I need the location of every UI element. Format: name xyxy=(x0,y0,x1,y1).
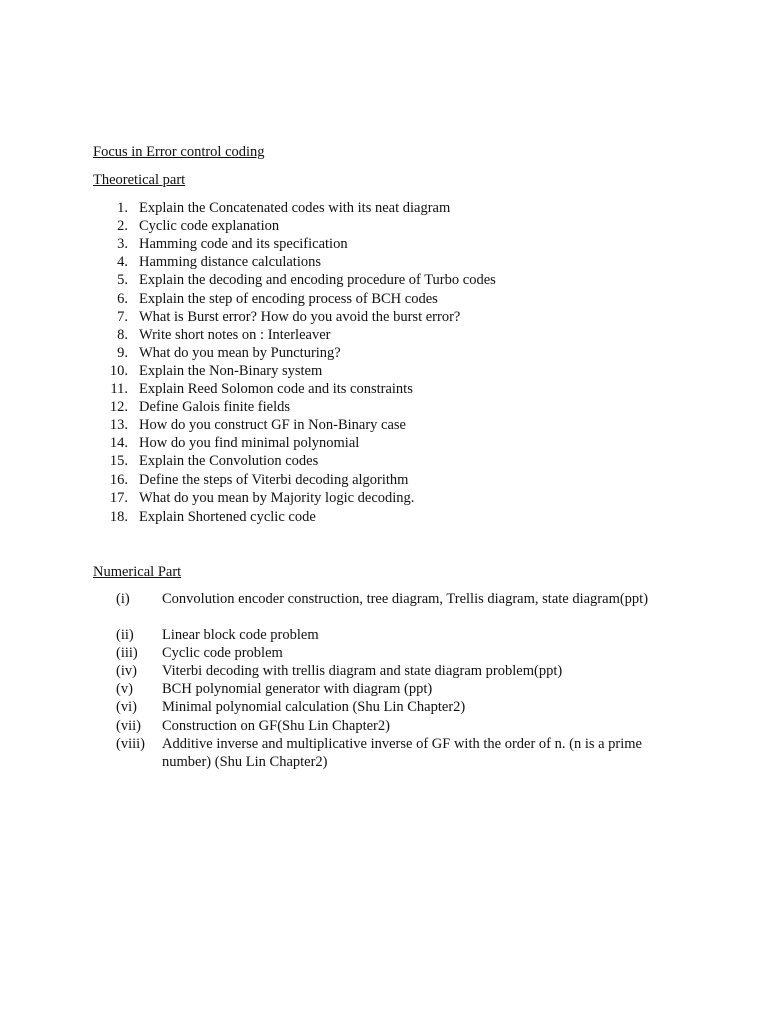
item-number: 17. xyxy=(109,489,128,506)
numerical-part-heading: Numerical Part xyxy=(93,564,182,580)
item-number: 18. xyxy=(109,508,128,525)
item-text: How do you find minimal polynomial xyxy=(139,435,360,452)
item-text: Explain the decoding and encoding procedure of Turbo codes xyxy=(139,272,496,289)
item-text: Explain Shortened cyclic code xyxy=(139,508,316,525)
item-text: Minimal polynomial calculation (Shu Lin Chapter2) xyxy=(162,699,466,716)
item-number: 3. xyxy=(117,236,128,253)
item-number: 8. xyxy=(117,326,128,343)
item-number: 2. xyxy=(117,218,128,235)
document-title: Focus in Error control coding xyxy=(93,144,265,160)
theoretical-part-heading: Theoretical part xyxy=(93,172,186,188)
item-text: What do you mean by Majority logic decoding. xyxy=(139,489,415,506)
item-number: (vii) xyxy=(116,717,141,734)
item-text: Explain Reed Solomon code and its constraints xyxy=(139,381,413,397)
item-number: 1. xyxy=(117,200,128,216)
item-number: (viii) xyxy=(116,736,145,753)
item-text: Explain the Non-Binary system xyxy=(139,362,323,379)
item-number: 7. xyxy=(117,308,128,325)
item-text: Convolution encoder construction, tree diagram, Trellis diagram, state diagram(ppt) xyxy=(162,591,649,607)
item-number: (v) xyxy=(116,681,133,698)
item-number: 9. xyxy=(117,344,128,361)
item-text: Hamming distance calculations xyxy=(139,254,322,271)
item-text: Explain the Concatenated codes with its neat diagram xyxy=(139,200,451,216)
item-number: (i) xyxy=(116,591,130,607)
item-text: Cyclic code problem xyxy=(162,644,283,661)
item-number: 16. xyxy=(109,471,128,488)
item-text: Construction on GF(Shu Lin Chapter2) xyxy=(162,717,390,734)
item-number: (vi) xyxy=(116,699,137,716)
item-number: 10. xyxy=(109,362,128,379)
item-text: Viterbi decoding with trellis diagram and state diagram problem(ppt) xyxy=(162,662,563,679)
item-text: What do you mean by Puncturing? xyxy=(139,344,341,361)
item-text: How do you construct GF in Non-Binary case xyxy=(139,417,406,434)
item-number: 5. xyxy=(117,272,128,289)
item-number: (iii) xyxy=(116,644,138,661)
item-number: 4. xyxy=(117,254,128,271)
item-text: Linear block code problem xyxy=(162,626,319,643)
item-number: 15. xyxy=(109,453,128,470)
item-number: 12. xyxy=(109,399,128,416)
item-text: Hamming code and its specification xyxy=(139,236,348,253)
item-text: BCH polynomial generator with diagram (ppt) xyxy=(162,681,433,698)
item-number: (iv) xyxy=(116,662,137,679)
item-text: What is Burst error? How do you avoid the burst error? xyxy=(139,308,461,325)
item-text: Cyclic code explanation xyxy=(139,218,280,235)
item-number: 14. xyxy=(109,435,128,452)
item-text: Explain the step of encoding process of BCH codes xyxy=(139,290,438,307)
item-text: Explain the Convolution codes xyxy=(139,453,319,470)
item-text: Write short notes on : Interleaver xyxy=(139,326,331,343)
item-text: Define Galois finite fields xyxy=(139,399,290,416)
item-number: 11. xyxy=(110,381,128,397)
item-number: 13. xyxy=(109,417,128,434)
item-text: Additive inverse and multiplicative inverse of GF with the order of n. (n is a prime number) (Shu Lin Chapter2) xyxy=(162,736,642,771)
item-number: 6. xyxy=(117,290,128,307)
item-number: (ii) xyxy=(116,626,134,643)
item-text: Define the steps of Viterbi decoding algorithm xyxy=(139,471,409,488)
